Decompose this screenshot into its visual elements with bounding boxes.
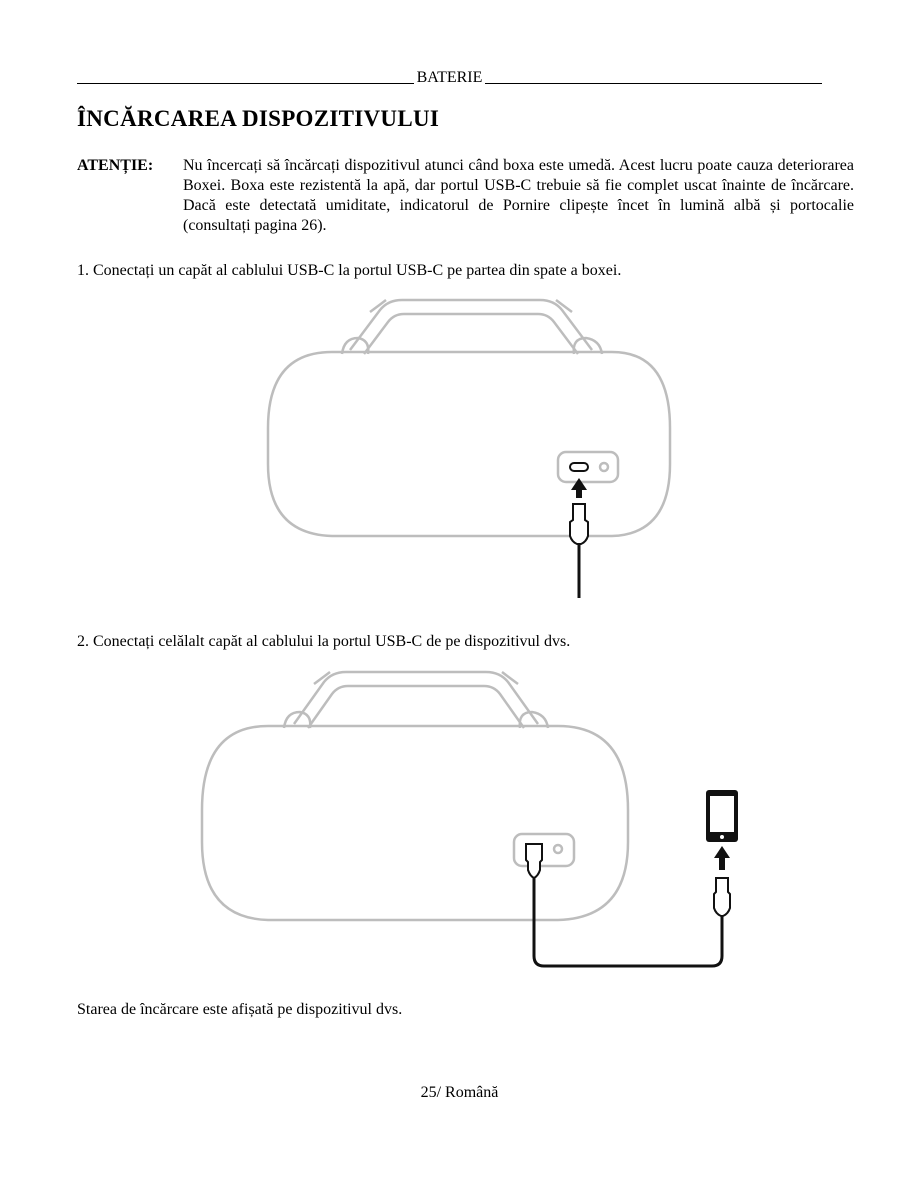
usb-c-port (570, 463, 588, 471)
step-2-text: 2. Conectați celălalt capăt al cablului la portul USB-C de pe dispozitivul dvs. (77, 633, 571, 650)
speaker-illustration (262, 288, 682, 603)
caution-label: ATENȚIE: (77, 157, 154, 174)
handle-inner (308, 686, 524, 728)
charging-status-note: Starea de încărcare este afișată pe dispozitivul dvs. (77, 1001, 403, 1018)
indicator-led (600, 463, 608, 471)
caution-block (77, 156, 854, 236)
page-header (77, 64, 822, 88)
indicator-led (554, 845, 562, 853)
header-rule-left (77, 83, 414, 84)
speaker-body (268, 352, 670, 536)
page-title: ÎNCĂRCAREA DISPOZITIVULUI (77, 106, 440, 131)
caution-text: Nu încercați să încărcați dispozitivul atunci când boxa este umedă. Acest lucru poate cauza deteriorarea Boxei. Boxa este rezistentă la apă, dar portul USB-C trebuie să fie complet uscat înainte de încărcare. Dacă este detectată umiditate, indicatorul de Pornire clipește încet în lumină albă și portocalie (consultați pagina 26). (183, 157, 854, 234)
usb-c-connector-icon (526, 844, 542, 878)
port-panel (514, 834, 574, 866)
step-1-text: 1. Conectați un capăt al cablului USB-C la portul USB-C pe partea din spate a boxei. (77, 262, 622, 279)
speaker-phone-illustration (196, 660, 756, 980)
usb-c-connector-icon (570, 504, 588, 544)
usb-cable (534, 878, 722, 966)
usb-c-connector-icon (714, 878, 730, 916)
arrow-up-icon (714, 846, 730, 870)
speaker-body (202, 726, 628, 920)
header-rule-right (485, 83, 822, 84)
page-number: 25/ Română (420, 1084, 499, 1101)
section-header: BATERIE (416, 69, 483, 86)
handle-inner (364, 314, 578, 354)
smartphone-icon (706, 790, 738, 842)
